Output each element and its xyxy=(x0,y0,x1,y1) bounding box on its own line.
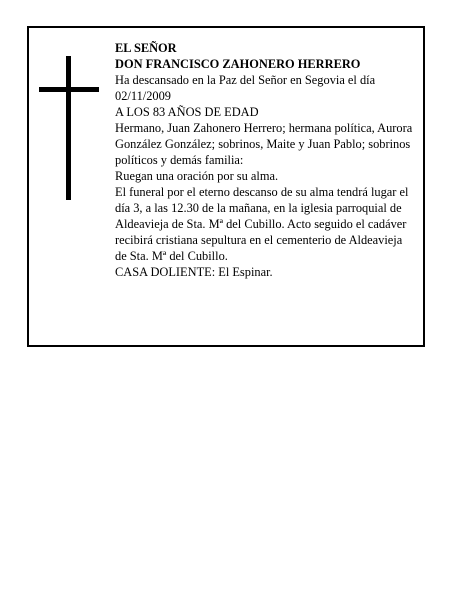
obituary-notice xyxy=(27,26,425,347)
notice-title: EL SEÑOR xyxy=(115,41,177,55)
cross-icon xyxy=(39,56,99,200)
cross-vertical-bar xyxy=(66,56,71,200)
deceased-name: DON FRANCISCO ZAHONERO HERRERO xyxy=(115,57,361,71)
mourning-house: CASA DOLIENTE: El Espinar. xyxy=(115,265,273,279)
family-list: Hermano, Juan Zahonero Herrero; hermana política, Aurora González González; sobrinos, Maite y Juan Pablo; sobrinos políticos y demás familia: xyxy=(115,121,413,167)
funeral-details: El funeral por el eterno descanso de su alma tendrá lugar el día 3, a las 12.30 de la mañana, en la iglesia parroquial de Aldeavieja de Sta. Mª del Cubillo. Acto seguido el cadáver recibirá cristiana sepultura en el cementerio de Aldeavieja de Sta. Mª del Cubillo. xyxy=(115,185,409,263)
death-announcement: Ha descansado en la Paz del Señor en Segovia el día 02/11/2009 xyxy=(115,73,376,103)
obituary-text xyxy=(115,40,415,280)
age-line: A LOS 83 AÑOS DE EDAD xyxy=(115,105,259,119)
cross-horizontal-bar xyxy=(39,87,99,92)
prayer-request: Ruegan una oración por su alma. xyxy=(115,169,279,183)
